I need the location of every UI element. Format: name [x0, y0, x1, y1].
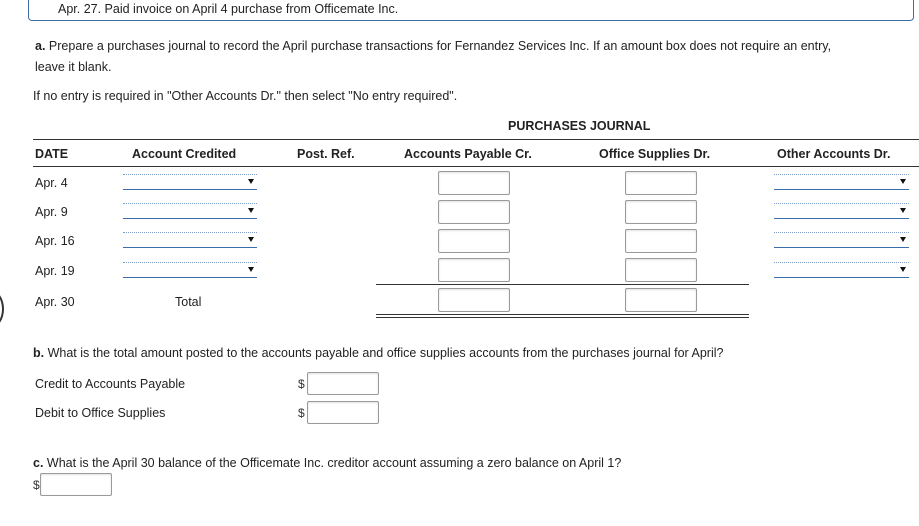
- part-c-label: c.: [33, 456, 44, 470]
- chevron-down-icon: [900, 208, 906, 213]
- row-date: Apr. 19: [35, 264, 75, 278]
- total-double-rule-2: [376, 317, 749, 318]
- account-credited-select[interactable]: [123, 262, 257, 278]
- part-b-question: [33, 346, 723, 360]
- chevron-down-icon: [248, 267, 254, 272]
- office-supplies-input[interactable]: [625, 229, 697, 253]
- account-credited-select[interactable]: [123, 203, 257, 219]
- dollar-sign: $: [298, 377, 305, 391]
- dollar-sign: $: [298, 406, 305, 420]
- header-account-credited: Account Credited: [132, 147, 237, 161]
- chevron-down-icon: [900, 179, 906, 184]
- chevron-down-icon: [248, 237, 254, 242]
- part-a-note: If no entry is required in "Other Accounts Dr." then select "No entry required".: [33, 89, 458, 103]
- part-a-text-line2: leave it blank.: [35, 60, 112, 74]
- header-bottom-rule: [33, 166, 919, 167]
- creditor-balance-input[interactable]: [40, 473, 112, 496]
- chevron-down-icon: [900, 267, 906, 272]
- chevron-down-icon: [248, 208, 254, 213]
- part-c-text: What is the April 30 balance of the Officemate Inc. creditor account assuming a zero balance on April 1?: [46, 456, 622, 470]
- accounts-payable-input[interactable]: [438, 229, 510, 253]
- row-date: Apr. 9: [35, 205, 68, 219]
- debit-office-supplies-input[interactable]: [307, 401, 379, 424]
- part-b-text: What is the total amount posted to the accounts payable and office supplies accounts from the purchases journal for April?: [47, 346, 724, 360]
- row-date: Apr. 16: [35, 234, 75, 248]
- header-accounts-payable: Accounts Payable Cr.: [404, 147, 532, 161]
- part-a-instruction: [35, 36, 915, 78]
- header-other-accounts: Other Accounts Dr.: [777, 147, 891, 161]
- debit-office-supplies-label: Debit to Office Supplies: [35, 406, 166, 420]
- account-credited-select[interactable]: [123, 174, 257, 190]
- header-office-supplies: Office Supplies Dr.: [599, 147, 711, 161]
- other-accounts-select[interactable]: [774, 232, 909, 248]
- journal-title: PURCHASES JOURNAL: [508, 119, 651, 133]
- part-c-question: [33, 456, 621, 470]
- accounts-payable-input[interactable]: [438, 258, 510, 282]
- accounts-payable-total-input[interactable]: [438, 288, 510, 312]
- office-supplies-total-input[interactable]: [625, 288, 697, 312]
- accounts-payable-input[interactable]: [438, 200, 510, 224]
- account-credited-select[interactable]: [123, 232, 257, 248]
- header-date: DATE: [35, 147, 69, 161]
- credit-accounts-payable-input[interactable]: [307, 372, 379, 395]
- other-accounts-select[interactable]: [774, 174, 909, 190]
- total-top-rule: [376, 284, 749, 285]
- part-a-label: a.: [35, 39, 46, 53]
- dollar-sign: $: [33, 478, 40, 492]
- chevron-down-icon: [248, 179, 254, 184]
- total-double-rule-1: [376, 314, 749, 315]
- scroll-edge-indicator: [0, 290, 4, 328]
- part-a-text-line1: Prepare a purchases journal to record the April purchase transactions for Fernandez Services Inc. If an amount box does not require an entry,: [48, 39, 832, 53]
- header-top-rule: [33, 139, 919, 140]
- chevron-down-icon: [900, 237, 906, 242]
- credit-accounts-payable-label: Credit to Accounts Payable: [35, 377, 186, 391]
- row-date: Apr. 4: [35, 176, 68, 190]
- office-supplies-input[interactable]: [625, 200, 697, 224]
- total-row-date: Apr. 30: [35, 295, 75, 309]
- total-label: Total: [175, 295, 202, 309]
- part-b-label: b.: [33, 346, 45, 360]
- office-supplies-input[interactable]: [625, 258, 697, 282]
- header-post-ref: Post. Ref.: [297, 147, 355, 161]
- accounts-payable-input[interactable]: [438, 171, 510, 195]
- office-supplies-input[interactable]: [625, 171, 697, 195]
- transaction-apr-27: Apr. 27. Paid invoice on April 4 purchase from Officemate Inc.: [58, 2, 399, 16]
- other-accounts-select[interactable]: [774, 203, 909, 219]
- other-accounts-select[interactable]: [774, 262, 909, 278]
